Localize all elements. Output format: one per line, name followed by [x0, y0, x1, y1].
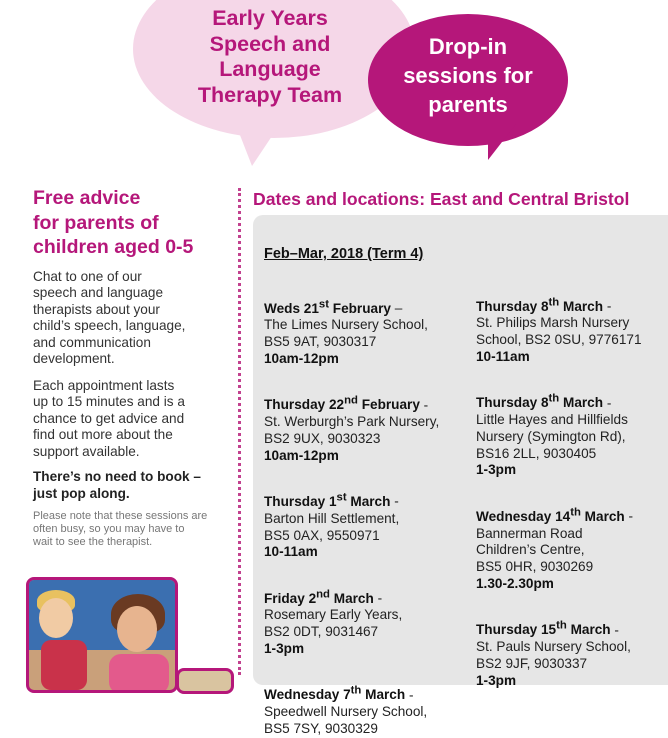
session-venue-detail: Children’s Centre, [476, 542, 585, 558]
session-month: March [559, 298, 604, 314]
session-entry [476, 391, 668, 480]
session-dash: - [405, 687, 414, 703]
session-venue: St. Pauls Nursery School, [476, 639, 631, 655]
photo-adult-shirt [109, 654, 169, 693]
intro-paragraph [33, 269, 231, 368]
session-venue: St. Werburgh’s Park Nursery, [264, 414, 440, 430]
text-line: therapists about your [33, 301, 160, 317]
text-line: Please note that these sessions are [33, 510, 208, 522]
dropin-title-line: parents [428, 92, 508, 117]
dotted-divider [238, 188, 241, 675]
session-dash: - [624, 508, 634, 524]
session-day: Wednesday 14 [476, 508, 571, 524]
session-dash: - [610, 622, 619, 638]
session-postcode-phone: BS2 9JF, 9030337 [476, 655, 588, 671]
session-dash: - [373, 590, 383, 606]
session-venue: Bannerman Road [476, 525, 583, 541]
no-booking-paragraph [33, 469, 231, 502]
session-entry [476, 504, 668, 593]
photo-adult [117, 606, 157, 652]
session-venue-detail: Nursery (Symington Rd), [476, 428, 626, 444]
text-line: and communication [33, 334, 151, 350]
session-entry [264, 586, 474, 658]
session-time: 1-3pm [476, 672, 517, 688]
session-month: March [559, 395, 604, 411]
text-line: Each appointment lasts [33, 377, 175, 393]
session-postcode-phone: BS5 7SY, 9030329 [264, 721, 378, 736]
text-line: child’s speech, language, [33, 318, 186, 333]
text-line: chance to get advice and [33, 410, 185, 426]
session-entry [264, 683, 474, 738]
session-dash: - [390, 493, 399, 509]
session-month: March [329, 590, 374, 606]
dates-column-left [264, 296, 474, 738]
session-venue: The Limes Nursery School, [264, 317, 428, 333]
session-day-suffix: th [350, 684, 362, 697]
heading-line: Free advice [33, 187, 141, 209]
session-postcode-phone: BS5 9AT, 9030317 [264, 334, 377, 350]
text-line: up to 15 minutes and is a [33, 394, 185, 409]
team-title [160, 6, 380, 108]
session-postcode-phone: BS16 2LL, 9030405 [476, 445, 597, 461]
session-time: 1.30-2.30pm [476, 575, 554, 591]
session-postcode-phone: BS5 0AX, 9550971 [264, 527, 380, 543]
team-title-line: Early Years [212, 6, 328, 30]
session-month: February [357, 397, 420, 413]
term-heading: Feb–Mar, 2018 (Term 4) [264, 246, 424, 262]
session-time: 1-3pm [476, 462, 517, 478]
session-time: 10am-12pm [264, 447, 339, 463]
session-dash: – [390, 300, 403, 316]
session-day-suffix: st [318, 298, 329, 310]
session-time: 10am-12pm [264, 350, 339, 366]
appointment-paragraph [33, 378, 231, 461]
session-entry [264, 489, 474, 561]
dropin-title [380, 32, 556, 119]
speech-bubble-magenta-tail [488, 124, 516, 160]
session-dash: - [419, 397, 429, 413]
session-day-suffix: st [336, 491, 347, 504]
session-entry [264, 296, 474, 368]
session-postcode-phone: School, BS2 0SU, 9776171 [476, 332, 642, 348]
heading-line: children aged 0-5 [33, 236, 194, 258]
team-title-line: Language [219, 57, 321, 81]
text-line: Chat to one of our [33, 268, 142, 284]
session-time: 10-11am [476, 348, 530, 364]
session-entry [476, 294, 668, 366]
team-title-line: Therapy Team [197, 82, 343, 107]
session-day: Weds 21 [264, 300, 319, 316]
text-line: find out more about the [33, 427, 173, 442]
speech-bubble-pink-tail [238, 130, 276, 166]
second-photo [176, 668, 234, 694]
session-postcode-phone: BS2 9UX, 9030323 [264, 430, 381, 446]
session-day: Thursday 8 [476, 395, 549, 411]
session-month: February [328, 300, 391, 316]
session-venue: Little Hayes and Hillfields [476, 412, 628, 428]
session-day: Thursday 22 [264, 397, 345, 413]
session-day: Thursday 8 [476, 298, 549, 314]
session-day: Thursday 15 [476, 622, 557, 638]
text-line: There’s no need to book – [33, 469, 201, 484]
busy-note [33, 510, 231, 549]
session-day-suffix: th [570, 506, 581, 519]
text-line: just pop along. [33, 485, 130, 501]
dropin-title-line: sessions for [403, 63, 533, 88]
session-day: Thursday 1 [264, 493, 337, 509]
session-day: Friday 2 [264, 590, 317, 606]
session-dash: - [603, 298, 612, 314]
session-entry [264, 393, 474, 465]
free-advice-heading [33, 186, 231, 260]
heading-line: for parents of [33, 211, 159, 234]
session-venue: St. Philips Marsh Nursery [476, 315, 630, 331]
dates-column-right [476, 294, 668, 689]
session-day-suffix: th [556, 619, 567, 632]
parent-child-photo [26, 577, 178, 693]
text-line: support available. [33, 443, 140, 459]
session-venue: Rosemary Early Years, [264, 607, 403, 623]
session-day: Wednesday 7 [264, 687, 351, 703]
text-line: speech and language [33, 285, 164, 300]
session-venue: Speedwell Nursery School, [264, 704, 428, 720]
text-line: development. [33, 351, 115, 366]
session-dash: - [603, 395, 612, 411]
session-month: March [580, 508, 625, 524]
session-month: March [566, 622, 611, 638]
session-day-suffix: th [548, 392, 560, 405]
session-month: March [361, 687, 406, 703]
session-postcode-phone: BS2 0DT, 9031467 [264, 624, 379, 640]
dropin-title-line: Drop-in [428, 34, 508, 59]
left-column [33, 186, 231, 549]
session-entry [476, 618, 668, 690]
session-day-suffix: nd [316, 588, 330, 601]
session-postcode-phone: BS5 0HR, 9030269 [476, 559, 594, 575]
photo-child [39, 598, 73, 638]
session-month: March [346, 493, 391, 509]
text-line: often busy, so you may have to [33, 523, 185, 535]
text-line: wait to see the therapist. [33, 536, 153, 548]
dates-title: Dates and locations: East and Central Bristol [253, 189, 630, 209]
team-title-line: Speech and [209, 31, 331, 56]
session-time: 10-11am [264, 544, 318, 560]
photo-child-shirt [41, 640, 87, 690]
session-venue: Barton Hill Settlement, [264, 510, 400, 526]
session-time: 1-3pm [264, 641, 305, 657]
session-day-suffix: nd [344, 394, 358, 407]
session-day-suffix: th [548, 296, 560, 308]
